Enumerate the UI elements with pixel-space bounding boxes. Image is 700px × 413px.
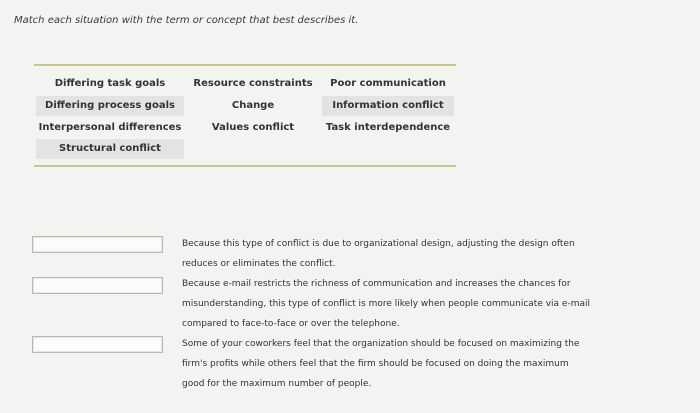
situation-3-line-2: firm's profits while others feel that the firm should be focused on doing the maximum bbox=[182, 359, 569, 369]
answer-drop-box-3[interactable] bbox=[32, 336, 163, 353]
term-change[interactable]: Change bbox=[231, 100, 275, 111]
term-values-conflict[interactable]: Values conflict bbox=[211, 122, 295, 133]
instruction-text: Match each situation with the term or concept that best describes it. bbox=[14, 15, 359, 26]
term-task-interdependence[interactable]: Task interdependence bbox=[325, 122, 451, 133]
situation-3-line-3: good for the maximum number of people. bbox=[182, 379, 372, 389]
term-resource-constraints[interactable]: Resource constraints bbox=[193, 78, 313, 89]
situation-3-line-1: Some of your coworkers feel that the organization should be focused on maximizing the bbox=[182, 339, 580, 349]
situation-2 bbox=[182, 274, 622, 334]
term-poor-communication[interactable]: Poor communication bbox=[330, 78, 446, 89]
term-structural-conflict[interactable]: Structural conflict bbox=[36, 139, 184, 159]
term-bank-top-rule bbox=[34, 64, 456, 66]
term-information-conflict[interactable]: Information conflict bbox=[322, 96, 454, 116]
term-differing-task-goals[interactable]: Differing task goals bbox=[54, 78, 166, 89]
situation-2-line-3: compared to face-to-face or over the telephone. bbox=[182, 319, 400, 329]
term-differing-process-goals[interactable]: Differing process goals bbox=[36, 96, 184, 116]
situation-3 bbox=[182, 334, 622, 394]
situation-1-line-1: Because this type of conflict is due to organizational design, adjusting the design often bbox=[182, 239, 575, 249]
situation-2-line-2: misunderstanding, this type of conflict is more likely when people communicate via e-mail bbox=[182, 299, 590, 309]
situation-1 bbox=[182, 234, 622, 274]
term-bank-bottom-rule bbox=[34, 165, 456, 167]
situation-1-line-2: reduces or eliminates the conflict. bbox=[182, 259, 336, 269]
situation-2-line-1: Because e-mail restricts the richness of communication and increases the chances for bbox=[182, 279, 571, 289]
term-interpersonal-differences[interactable]: Interpersonal differences bbox=[38, 122, 182, 133]
term-bank bbox=[34, 64, 456, 168]
answer-drop-box-1[interactable] bbox=[32, 236, 163, 253]
answer-drop-box-2[interactable] bbox=[32, 277, 163, 294]
